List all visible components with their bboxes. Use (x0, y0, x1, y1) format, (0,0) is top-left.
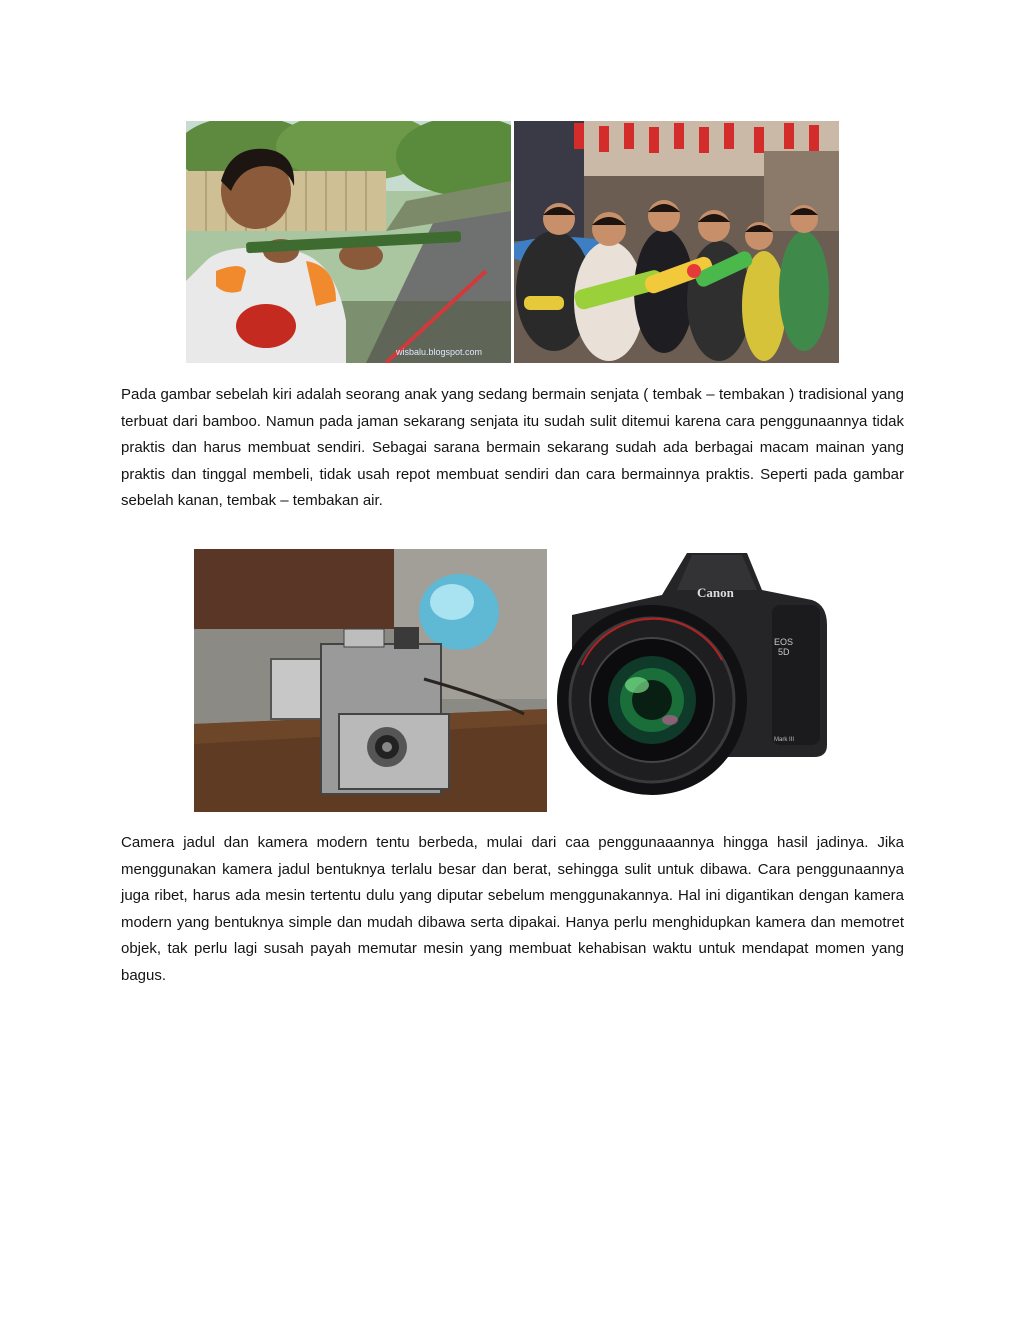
photo-canon-dslr (552, 545, 832, 800)
photo-old-camera (194, 549, 547, 812)
watermark-text: wisbalu.blogspot.com (396, 347, 483, 357)
camera-model-line2: 5D (778, 647, 790, 657)
paragraph-toy-guns: Pada gambar sebelah kiri adalah seorang anak yang sedang bermain senjata ( tembak – tembakan ) tradisional yang terbuat dari bamboo. Namun pada jaman sekarang senjata itu sudah sulit ditemui karena cara penggunaannya tidak praktis dan harus membuat sendiri. Sebagai sarana bermain sekarang sudah ada berbagai macam mainan yang praktis dan tinggal membeli, tidak usah repot membuat sendiri dan cara bermainnya praktis. Seperti pada gambar sebelah kanan, tembak – tembakan air. (121, 386, 904, 509)
photo-crowd-water-guns (514, 121, 839, 363)
paragraph-cameras: Camera jadul dan kamera modern tentu berbeda, mulai dari caa penggunaaannya hingga hasil jadinya. Jika menggunakan kamera jadul bentuknya terlalu besar dan berat, sehingga sulit untuk dibawa. Cara penggunaannya juga ribet, harus ada mesin tertentu dulu yang diputar sebelum menggunakannya. Hal ini digantikan dengan kamera modern yang bentuknya simple dan mudah dibawa serta dipakai. Hanya perlu menghidupkan kamera dan memotret objek, tak perlu lagi susah payah memutar mesin yang membuat kehabisan waktu untuk mendapat momen yang bagus. (121, 834, 904, 984)
camera-badge-text: Mark III (774, 737, 795, 743)
camera-brand-text: Canon (697, 585, 734, 600)
photo-boy-bamboo-gun (186, 121, 511, 363)
camera-model-line1: EOS (774, 637, 794, 647)
